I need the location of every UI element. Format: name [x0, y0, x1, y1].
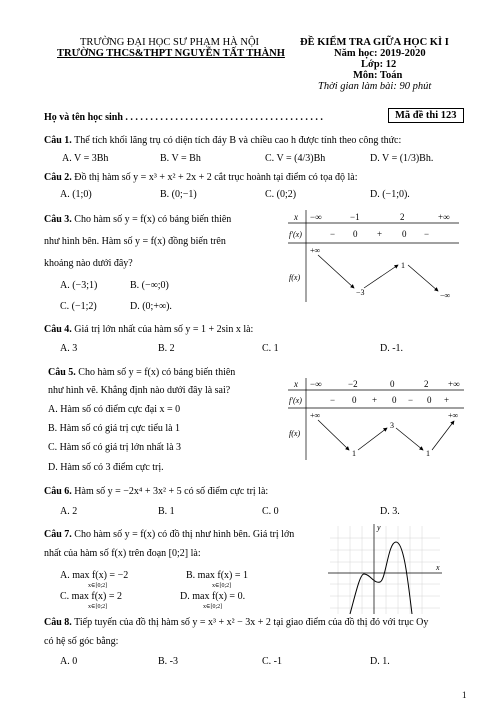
q5-line2: như hình vẽ. Khẳng định nào dưới đây là sai?: [48, 385, 231, 396]
q5-line1: [48, 367, 235, 378]
page-number: 1: [462, 690, 467, 700]
q8-option-b: B. -3: [158, 656, 178, 667]
function-graph-q7: [326, 522, 444, 616]
t5-sign4: −: [408, 395, 414, 405]
t5-x0: −∞: [310, 379, 322, 389]
q7-sub-b: x∈[0;2]: [212, 583, 232, 589]
t5-f0: +∞: [310, 411, 321, 420]
q6-label: Câu 6.: [44, 486, 72, 497]
school-subname: TRƯỜNG THCS&THPT NGUYỄN TẤT THÀNH: [57, 48, 285, 59]
q7-line2: nhất của hàm số f(x) trên đoạn [0;2] là:: [44, 548, 201, 559]
q4-stem: [44, 324, 253, 335]
t5-sign3: 0: [392, 395, 397, 405]
q2-option-c: C. (0;2): [265, 189, 297, 200]
q7-text: Cho hàm số y = f(x) có đồ thị như hình bên. Giá trị lớn: [74, 529, 295, 540]
q1-option-c: C. V = (4/3)Bh: [265, 153, 326, 164]
q4-option-a: A. 3: [60, 343, 78, 354]
q2-label: Câu 2.: [44, 172, 72, 183]
exam-title: ĐỀ KIỂM TRA GIỮA HỌC KÌ I: [300, 37, 449, 48]
t5-x2: 0: [390, 379, 395, 389]
t5-f4: +∞: [448, 411, 459, 420]
q3-text: Cho hàm số y = f(x) có bảng biến thiên: [74, 214, 232, 225]
q5-text: Cho hàm số y = f(x) có bảng biến thiên: [78, 367, 236, 378]
t5-fp-label: f′(x): [289, 396, 302, 405]
t3-sign3: 0: [402, 229, 407, 239]
t5-sign5: 0: [427, 395, 432, 405]
t3-sign1: 0: [353, 229, 358, 239]
exam-code: Mã đề thi 123: [388, 108, 464, 123]
t3-f3: −∞: [440, 291, 451, 300]
q8-option-a: A. 0: [60, 656, 78, 667]
q8-option-d: D. 1.: [370, 656, 390, 667]
q6-option-b: B. 1: [158, 506, 175, 517]
q3-option-d: D. (0;+∞).: [130, 301, 172, 312]
t3-x3: +∞: [438, 212, 450, 222]
t5-sign6: +: [444, 395, 450, 405]
q8-option-c: C. -1: [262, 656, 282, 667]
q3-option-c: C. (−1;2): [60, 301, 97, 312]
t3-x2: 2: [400, 212, 405, 222]
q2-option-a: A. (1;0): [60, 189, 92, 200]
q4-label: Câu 4.: [44, 324, 72, 335]
q1-text: Thể tích khối lăng trụ có diện tích đáy B và chiều cao h được tính theo công thức:: [74, 135, 402, 146]
t5-x4: +∞: [448, 379, 460, 389]
q8-line1: [44, 617, 428, 628]
grade: Lớp: 12: [361, 59, 397, 70]
q4-option-c: C. 1: [262, 343, 279, 354]
q3-option-a: A. (−3;1): [60, 280, 98, 291]
t5-f2: 3: [390, 421, 394, 430]
t5-x-label: x: [294, 379, 298, 389]
t5-x1: −2: [348, 379, 358, 389]
variation-table-q3: [286, 208, 461, 304]
q3-line3: khoảng nào dưới đây?: [44, 258, 133, 269]
t5-sign1: 0: [352, 395, 357, 405]
t5-f1: 1: [352, 449, 356, 458]
q6-option-d: D. 3.: [380, 506, 400, 517]
q8-text: Tiếp tuyến của đồ thị hàm số y = x³ + x² − 3x + 2 tại giao điểm của đồ thị đó với trục Oy: [74, 617, 429, 628]
t5-f3: 1: [426, 449, 430, 458]
school-year: Năm học: 2019-2020: [334, 48, 426, 59]
q2-option-d: D. (−1;0).: [370, 189, 410, 200]
q5-option-d: D. Hàm số có 3 điểm cực trị.: [48, 462, 164, 473]
t3-sign0: −: [330, 229, 336, 239]
q7-line1: [44, 529, 294, 540]
q7-sub-c: x∈[0;2]: [88, 604, 108, 610]
q5-option-b: B. Hàm số có giá trị cực tiểu là 1: [48, 423, 181, 434]
q6-text: Hàm số y = −2x⁴ + 3x² + 5 có số điểm cực trị là:: [74, 486, 269, 497]
q2-text: Đồ thị hàm số y = x³ + x² + 2x + 2 cắt trục hoành tại điểm có tọa độ là:: [74, 172, 358, 183]
q7-label: Câu 7.: [44, 529, 72, 540]
q8-label: Câu 8.: [44, 617, 72, 628]
t5-sign0: −: [330, 395, 336, 405]
q2-option-b: B. (0;−1): [160, 189, 197, 200]
school-name: TRƯỜNG ĐẠI HỌC SƯ PHẠM HÀ NỘI: [80, 37, 260, 48]
t3-sign4: −: [424, 229, 430, 239]
q1-label: Câu 1.: [44, 135, 72, 146]
q1-option-a: A. V = 3Bh: [62, 153, 109, 164]
variation-table-q5: [286, 376, 466, 462]
q5-label: Câu 5.: [48, 367, 76, 378]
q3-label: Câu 3.: [44, 214, 72, 225]
q5-option-a: A. Hàm số có điểm cực đại x = 0: [48, 404, 181, 415]
t3-x1: −1: [350, 212, 360, 222]
q7-option-b: B. max f(x) = 1: [186, 570, 249, 581]
t3-x0: −∞: [310, 212, 322, 222]
student-name-label: Họ và tên học sinh . . . . . . . . . . . . . . . . . . . . . . . . . . . . . . . . . . . . . . . .: [44, 112, 323, 123]
t5-sign2: +: [372, 395, 378, 405]
t3-f2: 1: [401, 261, 405, 270]
q8-line2: có hệ số góc bằng:: [44, 636, 119, 647]
q6-stem: [44, 486, 268, 497]
t3-fp-label: f′(x): [289, 230, 302, 239]
q7-sub-d: x∈[0;2]: [203, 604, 223, 610]
q7-option-a: A. max f(x) = −2: [60, 570, 129, 581]
exam-duration: Thời gian làm bài: 90 phút: [318, 81, 432, 92]
t3-f0: +∞: [310, 246, 321, 255]
t5-f-label: f(x): [289, 429, 301, 438]
q4-option-b: B. 2: [158, 343, 175, 354]
t3-sign2: +: [377, 229, 383, 239]
graph7-y-label: y: [377, 523, 381, 532]
q7-sub-a: x∈[0;2]: [88, 583, 108, 589]
q5-option-c: C. Hàm số có giá trị lớn nhất là 3: [48, 442, 182, 453]
t5-x3: 2: [424, 379, 429, 389]
q2-stem: [44, 172, 358, 183]
graph7-x-label: x: [436, 563, 440, 572]
subject: Môn: Toán: [353, 70, 403, 81]
q3-line1: [44, 214, 231, 225]
q1-stem: [44, 135, 401, 146]
q3-line2: như hình bên. Hàm số y = f(x) đồng biến trên: [44, 236, 226, 247]
t3-f1: −3: [356, 288, 365, 297]
t3-f-label: f(x): [289, 273, 301, 282]
q1-option-d: D. V = (1/3)Bh.: [370, 153, 434, 164]
q7-option-d: D. max f(x) = 0.: [180, 591, 246, 602]
q1-option-b: B. V = Bh: [160, 153, 201, 164]
q6-option-a: A. 2: [60, 506, 78, 517]
q4-option-d: D. -1.: [380, 343, 404, 354]
t3-x-label: x: [294, 212, 298, 222]
curve: [350, 542, 412, 614]
q7-option-c: C. max f(x) = 2: [60, 591, 123, 602]
q3-option-b: B. (−∞;0): [130, 280, 169, 291]
q4-text: Giá trị lớn nhất của hàm số y = 1 + 2sin x là:: [74, 324, 254, 335]
q6-option-c: C. 0: [262, 506, 279, 517]
